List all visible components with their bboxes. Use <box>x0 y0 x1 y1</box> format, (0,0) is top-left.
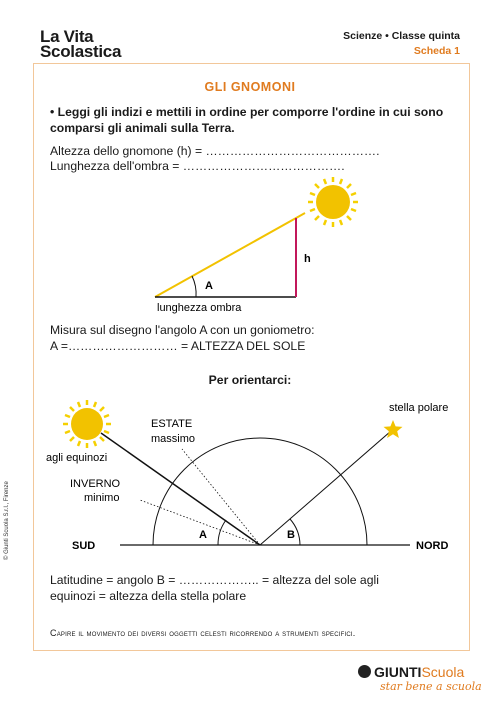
footer-note: Capire il movimento dei diversi oggetti celesti ricorrendo a strumenti specifici. <box>50 628 356 638</box>
header-subject: Scienze • Classe quinta <box>343 30 460 42</box>
angle-a-label: A <box>205 280 213 292</box>
giunti-logo <box>358 664 464 680</box>
gnomon-height-line: Altezza dello gnomone (h) = ……………………………………. <box>50 144 380 158</box>
summer-max-line <box>182 449 260 545</box>
sun-icon <box>63 400 111 448</box>
angle-a2-arc <box>218 520 226 545</box>
brand-tagline: star bene a scuola <box>380 680 482 693</box>
equinox-label: agli equinozi <box>46 452 108 464</box>
equinox-sun-line <box>101 433 260 545</box>
angle-a2-label: A <box>199 529 207 541</box>
shadow-length-line: Lunghezza dell'ombra = …………………………………. <box>50 159 345 173</box>
sun-icon <box>308 177 358 227</box>
intro-instruction: • Leggi gli indizi e mettili in ordine per comporre l'ordine in cui sono comparsi gli animali sulla Terra. <box>50 105 444 135</box>
summer-label: ESTATE <box>151 418 193 430</box>
side-copyright: © Giunti Scuola S.r.l., Firenze <box>4 481 10 560</box>
header-sheet: Scheda 1 <box>413 45 460 57</box>
south-label: SUD <box>72 540 96 552</box>
h-label: h <box>304 253 311 265</box>
giunti-logo-icon <box>358 665 371 678</box>
brand-name-orange: Scuola <box>421 664 465 680</box>
measure-instruction: Misura sul disegno l'angolo A con un goniometro: <box>50 323 315 337</box>
polar-star-label: stella polare <box>389 402 449 414</box>
angle-formula: A =……………………… = ALTEZZA DEL SOLE <box>50 339 306 353</box>
min-label: minimo <box>84 492 120 504</box>
angle-a-arc <box>192 276 196 297</box>
logo-line-1: La Vita <box>40 27 94 46</box>
brand-name-dark: GIUNTI <box>374 664 422 680</box>
angle-b-label: B <box>287 529 295 541</box>
max-label: massimo <box>151 433 196 445</box>
winter-label: INVERNO <box>70 478 121 490</box>
polar-star-line <box>260 431 391 545</box>
logo-line-2: Scolastica <box>40 42 122 61</box>
orient-title: Per orientarci: <box>208 373 292 387</box>
shadow-length-label: lunghezza ombra <box>157 302 242 314</box>
latitude-line-2: equinozi = altezza della stella polare <box>50 589 247 603</box>
latitude-line-1: Latitudine = angolo B = ……………….. = altezza del sole agli <box>50 573 379 587</box>
worksheet-title: GLI GNOMONI <box>204 80 296 94</box>
sun-ray-line <box>155 213 305 297</box>
north-label: NORD <box>416 540 449 552</box>
